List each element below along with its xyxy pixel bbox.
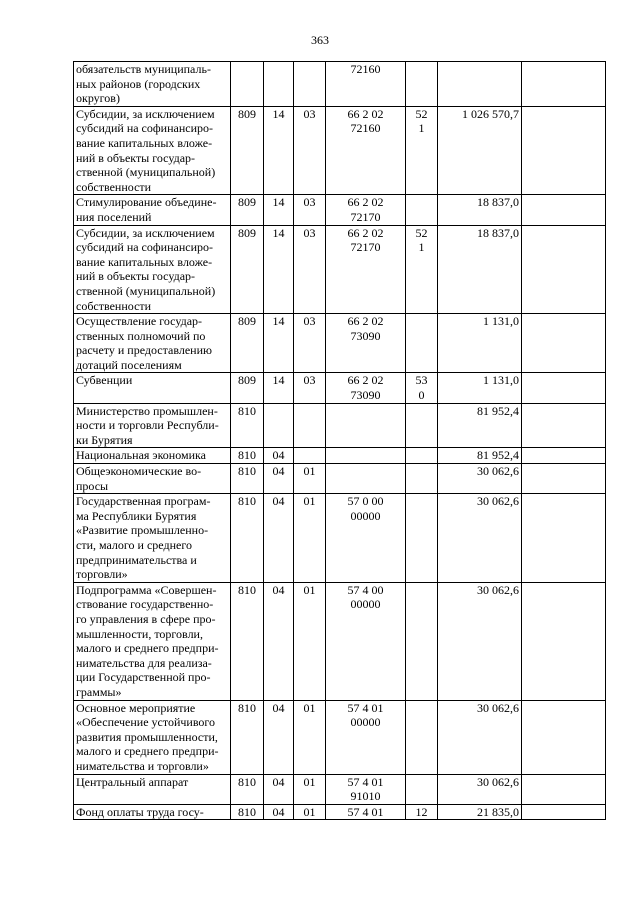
page-number: 363 (311, 33, 329, 47)
row-name-cell (74, 582, 231, 700)
sum-cell: 30 062,6 (438, 774, 522, 804)
row-name-cell-line: округов) (76, 91, 120, 106)
vr-cell (406, 700, 438, 774)
row-name-cell (74, 195, 231, 225)
pr-cell (294, 62, 326, 107)
rz-cell: 04 (264, 448, 294, 464)
csr-cell-line: 66 2 02 (347, 106, 384, 121)
csr-cell (326, 804, 406, 820)
sum-cell: 1 131,0 (438, 314, 522, 373)
table-row (74, 804, 606, 820)
row-name-cell-line: субсидий на софинансиро- (76, 240, 213, 255)
vr-cell-line: 52 (415, 106, 428, 121)
csr-cell (326, 403, 406, 448)
rz-cell (264, 403, 294, 448)
row-name-cell-line: нимательства для реализа- (76, 655, 212, 670)
csr-cell-line: 72170 (350, 209, 381, 224)
row-name-cell (74, 464, 231, 494)
table-row (74, 195, 606, 225)
vr-cell (406, 314, 438, 373)
row-name-cell-line: Субсидии, за исключением (76, 106, 215, 121)
rz-cell: 04 (264, 804, 294, 820)
grbs-cell: 810 (231, 774, 264, 804)
row-name-cell-line: ния поселений (76, 209, 152, 224)
row-name-cell-line: Национальная экономика (76, 448, 206, 463)
row-name-cell-line: ности и торговли Республи- (76, 418, 219, 433)
row-name-cell (74, 700, 231, 774)
vr-cell-line: 12 (415, 804, 428, 819)
csr-cell (326, 314, 406, 373)
row-name-cell-line: торговли» (76, 567, 128, 582)
pr-cell: 01 (294, 464, 326, 494)
sum-cell: 21 835,0 (438, 804, 522, 820)
csr-cell (326, 195, 406, 225)
extra-cell (522, 314, 606, 373)
pr-cell: 03 (294, 195, 326, 225)
rz-cell: 04 (264, 582, 294, 700)
csr-cell-line: 66 2 02 (347, 314, 384, 329)
sum-cell: 1 026 570,7 (438, 106, 522, 195)
csr-cell (326, 464, 406, 494)
vr-cell (406, 373, 438, 403)
table-body (74, 62, 606, 820)
rz-cell: 14 (264, 195, 294, 225)
row-name-cell-line: развития промышленности, (76, 729, 218, 744)
table-row (74, 225, 606, 314)
row-name-cell-line: Основное мероприятие (76, 700, 196, 715)
grbs-cell: 810 (231, 464, 264, 494)
grbs-cell: 810 (231, 804, 264, 820)
csr-cell (326, 494, 406, 583)
vr-cell-line: 1 (418, 121, 425, 136)
extra-cell (522, 195, 606, 225)
rz-cell: 04 (264, 774, 294, 804)
csr-cell-line: 72170 (350, 240, 381, 255)
vr-cell (406, 106, 438, 195)
row-name-cell-line: ний в объекты государ- (76, 150, 196, 165)
csr-cell-line: 72160 (350, 62, 381, 76)
sum-cell: 30 062,6 (438, 464, 522, 494)
row-name-cell (74, 403, 231, 448)
csr-cell-line: 57 4 00 (347, 582, 384, 597)
pr-cell (294, 403, 326, 448)
extra-cell (522, 448, 606, 464)
row-name-cell (74, 494, 231, 583)
row-name-cell-line: Государственная програм- (76, 494, 211, 509)
sum-cell: 30 062,6 (438, 582, 522, 700)
csr-cell-line: 57 4 01 (347, 804, 384, 819)
row-name-cell-line: ственной (муниципальной) (76, 283, 216, 298)
row-name-cell-line: граммы» (76, 684, 122, 699)
csr-cell-line: 00000 (350, 715, 381, 730)
grbs-cell: 809 (231, 195, 264, 225)
table-row (74, 106, 606, 195)
csr-cell-line: 00000 (350, 597, 381, 612)
sum-cell: 1 131,0 (438, 373, 522, 403)
vr-cell (406, 225, 438, 314)
vr-cell (406, 494, 438, 583)
sum-cell: 30 062,6 (438, 700, 522, 774)
vr-cell (406, 62, 438, 107)
csr-cell (326, 582, 406, 700)
csr-cell (326, 700, 406, 774)
grbs-cell: 809 (231, 373, 264, 403)
grbs-cell: 810 (231, 582, 264, 700)
extra-cell (522, 62, 606, 107)
csr-cell (326, 774, 406, 804)
csr-cell (326, 106, 406, 195)
extra-cell (522, 582, 606, 700)
row-name-cell-line: мышленности, торговли, (76, 626, 203, 641)
grbs-cell: 810 (231, 403, 264, 448)
grbs-cell: 809 (231, 314, 264, 373)
row-name-cell-line: субсидий на софинансиро- (76, 121, 213, 136)
row-name-cell (74, 373, 231, 403)
sum-cell: 18 837,0 (438, 195, 522, 225)
pr-cell: 01 (294, 804, 326, 820)
table-row (74, 448, 606, 464)
pr-cell: 01 (294, 582, 326, 700)
row-name-cell-line: ки Бурятия (76, 432, 133, 447)
pr-cell: 03 (294, 373, 326, 403)
rz-cell (264, 62, 294, 107)
grbs-cell: 809 (231, 106, 264, 195)
row-name-cell-line: ма Республики Бурятия (76, 508, 197, 523)
row-name-cell-line: сти, малого и среднего (76, 538, 192, 552)
row-name-cell-line: просы (76, 478, 109, 493)
row-name-cell-line: ствование государственно- (76, 597, 214, 612)
row-name-cell (74, 774, 231, 804)
row-name-cell-line: Общеэкономические во- (76, 464, 202, 479)
table-row (74, 314, 606, 373)
table-row (74, 403, 606, 448)
row-name-cell-line: ных районов (городских (76, 76, 201, 91)
row-name-cell (74, 448, 231, 464)
pr-cell: 01 (294, 700, 326, 774)
row-name-cell (74, 62, 231, 107)
row-name-cell-line: вание капитальных вложе- (76, 135, 213, 150)
row-name-cell-line: предпринимательства и (76, 552, 197, 567)
row-name-cell-line: ственных полномочий по (76, 328, 206, 343)
row-name-cell (74, 804, 231, 820)
csr-cell-line: 91010 (350, 789, 381, 804)
vr-cell (406, 403, 438, 448)
rz-cell: 04 (264, 700, 294, 774)
vr-cell-line: 1 (418, 240, 425, 255)
extra-cell (522, 494, 606, 583)
vr-cell-line: 52 (415, 225, 428, 240)
row-name-cell-line: «Развитие промышленно- (76, 523, 209, 538)
extra-cell (522, 774, 606, 804)
grbs-cell: 809 (231, 225, 264, 314)
row-name-cell-line: нимательства и торговли» (76, 758, 209, 773)
row-name-cell (74, 314, 231, 373)
csr-cell-line: 72160 (350, 121, 381, 136)
csr-cell-line: 57 4 01 (347, 700, 384, 715)
csr-cell (326, 448, 406, 464)
csr-cell-line: 57 4 01 (347, 774, 384, 789)
csr-cell-line: 00000 (350, 508, 381, 523)
grbs-cell: 810 (231, 700, 264, 774)
row-name-cell-line: ственной (муниципальной) (76, 165, 216, 180)
row-name-cell-line: Министерство промышлен- (76, 403, 218, 418)
sum-cell: 18 837,0 (438, 225, 522, 314)
grbs-cell (231, 62, 264, 107)
pr-cell (294, 448, 326, 464)
table-row (74, 62, 606, 107)
row-name-cell-line: ний в объекты государ- (76, 269, 196, 284)
csr-cell-line: 66 2 02 (347, 225, 384, 240)
row-name-cell-line: дотаций поселениям (76, 357, 182, 372)
sum-cell (438, 62, 522, 107)
table-row (74, 373, 606, 403)
row-name-cell (74, 106, 231, 195)
csr-cell-line: 66 2 02 (347, 373, 384, 388)
csr-cell (326, 373, 406, 403)
extra-cell (522, 373, 606, 403)
csr-cell (326, 225, 406, 314)
extra-cell (522, 464, 606, 494)
sum-cell: 30 062,6 (438, 494, 522, 583)
vr-cell (406, 774, 438, 804)
rz-cell: 04 (264, 494, 294, 583)
table-row (74, 582, 606, 700)
grbs-cell: 810 (231, 448, 264, 464)
table-row (74, 494, 606, 583)
row-name-cell-line: собственности (76, 179, 152, 194)
table-row (74, 464, 606, 494)
vr-cell (406, 448, 438, 464)
rz-cell: 14 (264, 314, 294, 373)
sum-cell: 81 952,4 (438, 448, 522, 464)
sum-cell: 81 952,4 (438, 403, 522, 448)
vr-cell (406, 195, 438, 225)
row-name-cell-line: Центральный аппарат (76, 774, 189, 789)
row-name-cell-line: собственности (76, 298, 152, 313)
row-name-cell-line: расчету и предоставлению (76, 343, 212, 358)
row-name-cell-line: Подпрограмма «Совершен- (76, 582, 217, 597)
row-name-cell-line: Стимулирование объедине- (76, 195, 217, 210)
vr-cell-line: 53 (415, 373, 428, 388)
row-name-cell-line: вание капитальных вложе- (76, 254, 213, 269)
rz-cell: 14 (264, 106, 294, 195)
row-name-cell-line: малого и среднего предпри- (76, 641, 219, 656)
extra-cell (522, 804, 606, 820)
csr-cell-line: 73090 (350, 328, 381, 343)
grbs-cell: 810 (231, 494, 264, 583)
vr-cell-line: 0 (418, 388, 425, 403)
extra-cell (522, 225, 606, 314)
table-row (74, 700, 606, 774)
extra-cell (522, 403, 606, 448)
pr-cell: 01 (294, 774, 326, 804)
vr-cell (406, 464, 438, 494)
table-row (74, 774, 606, 804)
rz-cell: 14 (264, 373, 294, 403)
csr-cell-line: 73090 (350, 388, 381, 403)
row-name-cell-line: «Обеспечение устойчивого (76, 715, 216, 730)
row-name-cell-line: обязательств муниципаль- (76, 62, 211, 76)
vr-cell (406, 804, 438, 820)
extra-cell (522, 700, 606, 774)
row-name-cell (74, 225, 231, 314)
extra-cell (522, 106, 606, 195)
vr-cell (406, 582, 438, 700)
rz-cell: 04 (264, 464, 294, 494)
rz-cell: 14 (264, 225, 294, 314)
csr-cell-line: 57 0 00 (347, 494, 384, 509)
csr-cell (326, 62, 406, 107)
pr-cell: 03 (294, 106, 326, 195)
pr-cell: 03 (294, 225, 326, 314)
pr-cell: 01 (294, 494, 326, 583)
row-name-cell-line: го управления в сфере про- (76, 611, 216, 626)
row-name-cell-line: Субвенции (76, 373, 133, 388)
budget-table (73, 61, 606, 820)
pr-cell: 03 (294, 314, 326, 373)
row-name-cell-line: Субсидии, за исключением (76, 225, 215, 240)
row-name-cell-line: Фонд оплаты труда госу- (76, 804, 204, 819)
row-name-cell-line: Осуществление государ- (76, 314, 203, 329)
row-name-cell-line: малого и среднего предпри- (76, 744, 219, 759)
csr-cell-line: 66 2 02 (347, 195, 384, 210)
row-name-cell-line: ции Государственной про- (76, 670, 211, 685)
